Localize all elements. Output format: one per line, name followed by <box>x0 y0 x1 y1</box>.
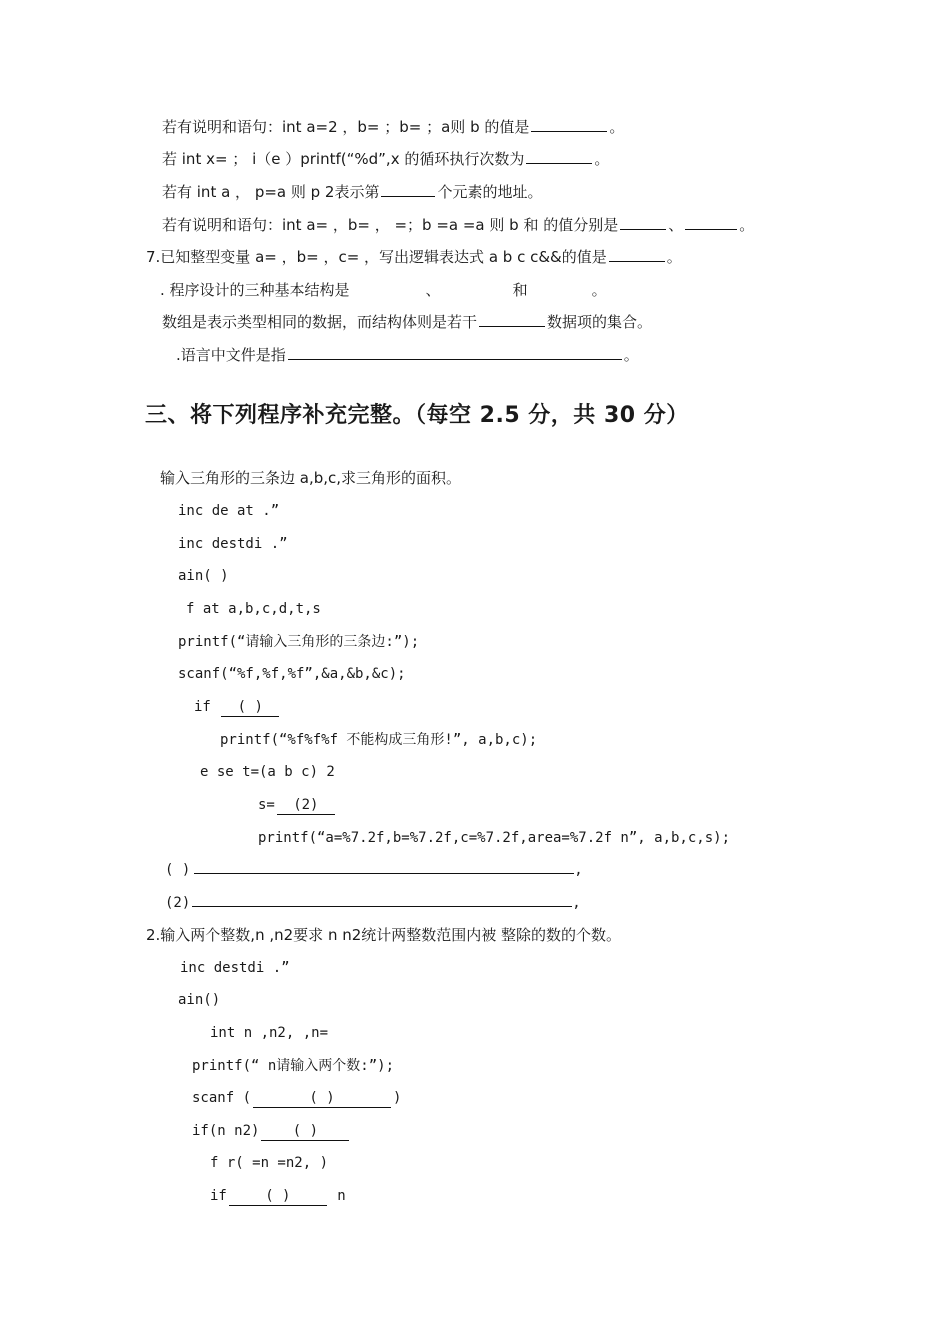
section-heading: 三、将下列程序补充完整。（每空 2.5 分，共 30 分） <box>145 403 689 428</box>
answer-blank[interactable] <box>479 310 545 327</box>
answer-line-2: (2) , <box>165 891 581 915</box>
answer-blank[interactable] <box>620 213 666 230</box>
code-line-if-mod: if ( ) n <box>210 1188 346 1204</box>
program1-description: 输入三角形的三条边 a,b,c,求三角形的面积。 <box>160 469 462 487</box>
code-line: ain() <box>178 992 221 1008</box>
question-7: 7.已知整型变量 a= ，b= ，c= ，写出逻辑表达式 a b c c&&的值是 。 <box>146 245 682 269</box>
code-line: printf(“ n请输入两个数:”); <box>192 1058 395 1074</box>
answer-input-1[interactable] <box>194 859 574 874</box>
code-line: printf(“请输入三角形的三条边:”); <box>178 634 420 650</box>
answer-blank[interactable] <box>381 180 435 197</box>
code-line-if: if ( ) <box>194 695 281 719</box>
code-line: inc de at .” <box>178 503 280 519</box>
question-9: 数组是表示类型相同的数据，而结构体则是若干 数据项的集合。 <box>162 310 652 334</box>
answer-blank[interactable] <box>531 115 607 132</box>
question-10: .语言中文件是指 。 <box>176 343 639 367</box>
question-8: . 程序设计的三种基本结构是 、 和 。 <box>160 281 607 299</box>
code-blank-2[interactable]: (2) <box>277 796 335 815</box>
answer-line-1: ( ) , <box>165 858 583 882</box>
code-blank-4[interactable]: ( ) <box>261 1122 349 1141</box>
code-line: printf(“%f%f%f 不能构成三角形!”, a,b,c); <box>220 732 538 748</box>
answer-input-2[interactable] <box>192 892 572 907</box>
code-line: ain( ) <box>178 568 229 584</box>
code-line-scanf: scanf ( ( ) ) <box>192 1090 402 1106</box>
code-line: e se t=(a b c) 2 <box>200 764 335 780</box>
code-line-s: s= (2) <box>258 793 337 817</box>
answer-blank[interactable] <box>609 245 665 262</box>
question-b-value: 若有说明和语句：int a=2 ，b= ；b= ；a则 b 的值是 。 <box>162 115 624 139</box>
code-line: inc destdi .” <box>178 536 288 552</box>
question-pointer: 若有 int a ， p=a 则 p 2表示第 个元素的地址。 <box>162 180 543 204</box>
answer-blank[interactable] <box>526 147 592 164</box>
code-line: printf(“a=%7.2f,b=%7.2f,c=%7.2f,area=%7.2f n”, a,b,c,s); <box>258 830 731 846</box>
code-line: f r( =n =n2, ) <box>210 1155 329 1171</box>
answer-blank[interactable] <box>685 213 737 230</box>
code-blank-3[interactable]: ( ) <box>253 1089 391 1108</box>
code-line: inc destdi .” <box>180 960 290 976</box>
code-line-if-n: if(n n2) ( ) <box>192 1119 351 1143</box>
code-line: f at a,b,c,d,t,s <box>186 601 321 617</box>
code-line: int n ,n2, ,n= <box>210 1025 329 1041</box>
code-blank-1[interactable]: ( ) <box>221 698 279 717</box>
code-blank-5[interactable]: ( ) <box>229 1187 327 1206</box>
code-line: scanf(“%f,%f,%f”,&a,&b,&c); <box>178 666 406 682</box>
question-a-b-values: 若有说明和语句：int a= ，b= ， =；b =a =a 则 b 和 的值分别是 、 。 <box>162 213 754 237</box>
question-loop-count: 若 int x= ； i（e ）printf(“%d”,x 的循环执行次数为 。 <box>162 147 609 171</box>
program2-description: 2.输入两个整数,n ,n2要求 n n2统计两整数范围内被 整除的数的个数。 <box>146 926 622 944</box>
answer-blank[interactable] <box>288 343 622 360</box>
